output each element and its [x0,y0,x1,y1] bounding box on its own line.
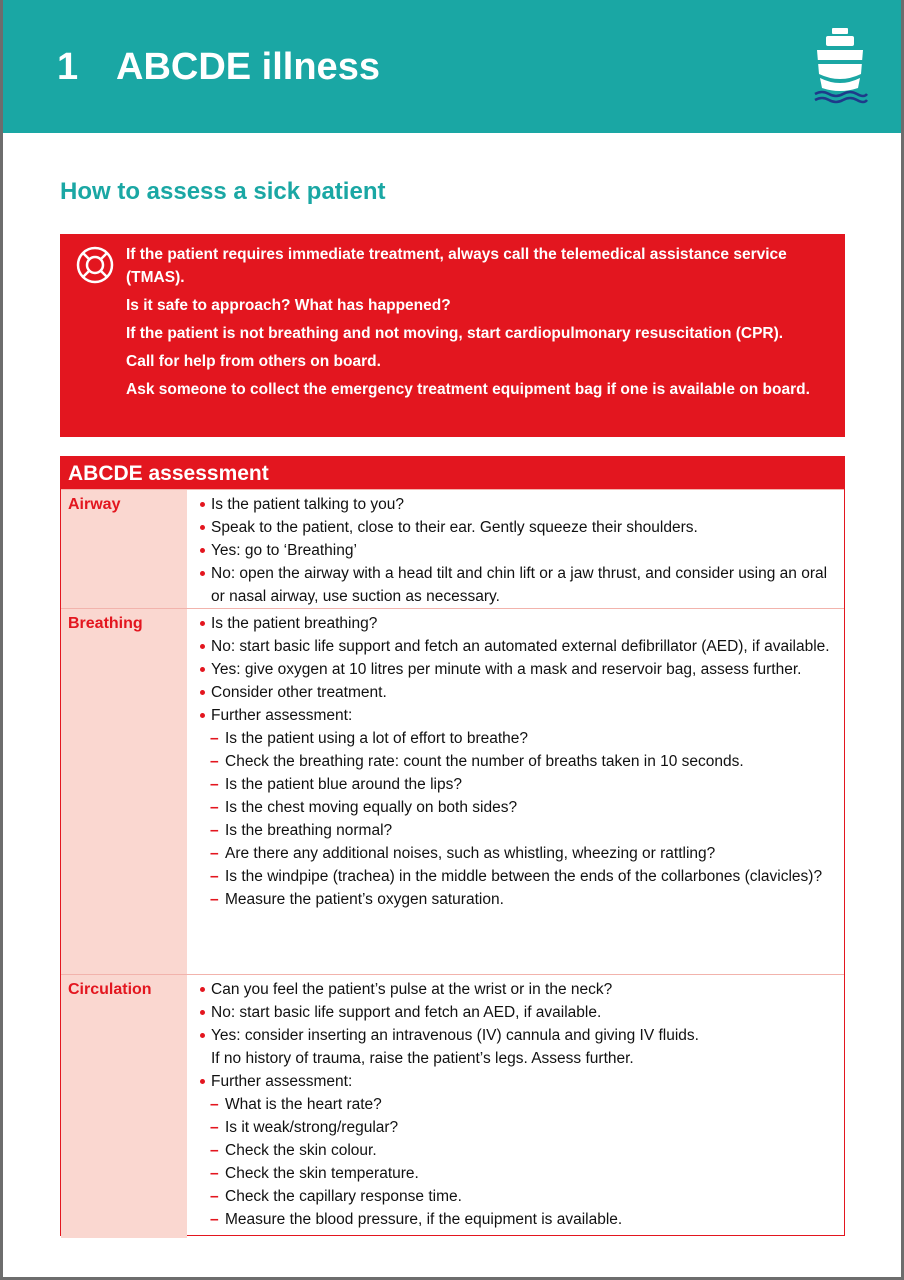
sub-list-item: – Is it weak/strong/regular? [199,1116,836,1139]
abcde-assessment-table [60,456,845,1236]
row-label-breathing: Breathing [61,609,187,974]
chapter-number: 1 [57,46,79,88]
list-item: Yes: consider inserting an intravenous (IV) cannula and giving IV fluids. [199,1024,836,1047]
assessment-row-breathing [61,608,844,974]
list-item: No: open the airway with a head tilt and chin lift or a jaw thrust, and consider using an oral or nasal airway, use suction as necessary. [199,562,836,608]
row-body-airway [187,490,844,608]
list-item: Consider other treatment. [199,681,836,704]
sub-list-item: – Is the windpipe (trachea) in the middle between the ends of the collarbones (clavicles)? [199,865,836,888]
list-item: Speak to the patient, close to their ear. Gently squeeze their shoulders. [199,516,836,539]
assessment-row-circulation [61,974,844,1238]
alert-line: If the patient is not breathing and not moving, start cardiopulmonary resuscitation (CPR). [126,325,784,342]
sub-list-item: – Is the patient using a lot of effort to breathe? [199,727,836,750]
sub-list-item: – Measure the patient’s oxygen saturation. [199,888,836,911]
sub-list-item: – Is the breathing normal? [199,819,836,842]
row-body-circulation [187,975,844,1238]
sub-list-item: – Are there any additional noises, such as whistling, wheezing or rattling? [199,842,836,865]
list-item-continuation: If no history of trauma, raise the patient’s legs. Assess further. [211,1050,634,1067]
list-item: Is the patient breathing? [199,612,836,635]
chapter-header [0,0,904,133]
list-item: Further assessment: [199,1070,836,1093]
ship-icon [812,26,868,110]
sub-list-item: – Measure the blood pressure, if the equipment is available. [199,1208,836,1231]
sub-list-item: – Check the capillary response time. [199,1185,836,1208]
list-item: No: start basic life support and fetch an automated external defibrillator (AED), if available. [199,635,836,658]
alert-line: Is it safe to approach? What has happened? [126,297,451,314]
list-item: Further assessment: [199,704,836,727]
sub-list-item: – Is the chest moving equally on both sides? [199,796,836,819]
row-label-airway: Airway [61,490,187,608]
assessment-row-airway [61,489,844,608]
chapter-title: ABCDE illness [116,46,380,88]
section-heading: How to assess a sick patient [60,178,386,205]
sub-list-item: – Is the patient blue around the lips? [199,773,836,796]
alert-line: Ask someone to collect the emergency treatment equipment bag if one is available on board. [126,381,810,398]
sub-list-item: – What is the heart rate? [199,1093,836,1116]
alert-line: Call for help from others on board. [126,353,381,370]
lifebuoy-icon [74,244,116,286]
list-item: Is the patient talking to you? [199,493,836,516]
list-item: Yes: give oxygen at 10 litres per minute with a mask and reservoir bag, assess further. [199,658,836,681]
sub-list-item: – Check the skin colour. [199,1139,836,1162]
row-label-circulation: Circulation [61,975,187,1238]
emergency-alert-box [60,234,845,437]
row-body-breathing [187,609,844,974]
assessment-title: ABCDE assessment [61,457,844,489]
list-item: Yes: go to ‘Breathing’ [199,539,836,562]
list-item: No: start basic life support and fetch an AED, if available. [199,1001,836,1024]
list-item: Can you feel the patient’s pulse at the wrist or in the neck? [199,978,836,1001]
sub-list-item: – Check the breathing rate: count the number of breaths taken in 10 seconds. [199,750,836,773]
alert-line: If the patient requires immediate treatment, always call the telemedical assistance service (TMAS). [126,246,787,286]
sub-list-item: – Check the skin temperature. [199,1162,836,1185]
